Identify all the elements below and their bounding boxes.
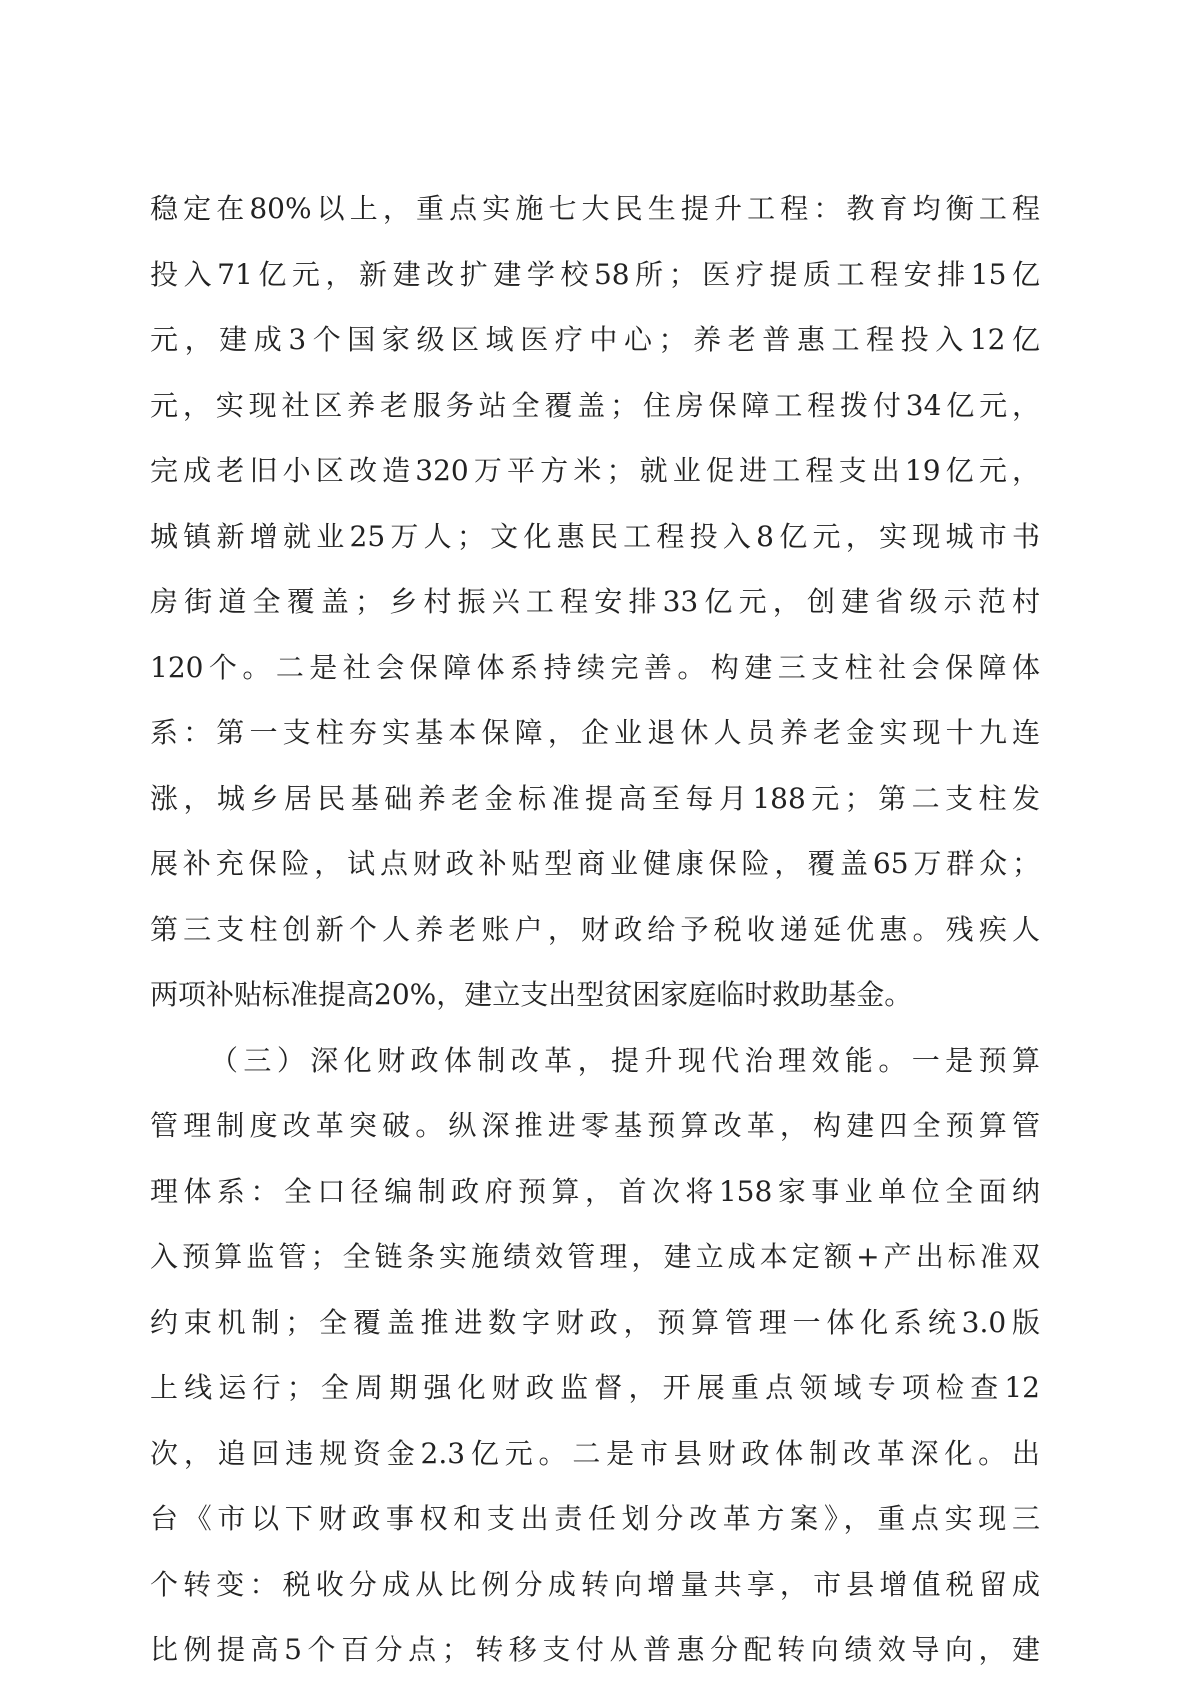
text-line: 稳定在80%以上，重点实施七大民生提升工程：教育均衡工程 — [150, 192, 1040, 225]
text-line: 展补充保险，试点财政补贴型商业健康保险，覆盖65万群众； — [150, 847, 1040, 880]
text-line: 两项补贴标准提高20%，建立支出型贫困家庭临时救助基金。 — [150, 978, 913, 1011]
text-line: 系：第一支柱夯实基本保障，企业退休人员养老金实现十九连 — [150, 716, 1040, 749]
text-line: 投入71亿元，新建改扩建学校58所；医疗提质工程安排15亿 — [150, 257, 1040, 291]
section-heading-line: （三）深化财政体制改革，提升现代治理效能。一是预算 — [210, 1043, 1040, 1077]
text-line: 次，追回违规资金2.3亿元。二是市县财政体制改革深化。出 — [150, 1436, 1040, 1470]
text-line: 理体系：全口径编制政府预算，首次将158家事业单位全面纳 — [150, 1174, 1040, 1208]
text-line: 第三支柱创新个人养老账户，财政给予税收递延优惠。残疾人 — [150, 912, 1040, 946]
body-text — [150, 176, 1040, 1683]
text-line: 元，实现社区养老服务站全覆盖；住房保障工程拨付34亿元， — [150, 388, 1040, 422]
text-line: 120个。二是社会保障体系持续完善。构建三支柱社会保障体 — [150, 650, 1040, 684]
text-line: 涨，城乡居民基础养老金标准提高至每月188元；第二支柱发 — [150, 781, 1040, 815]
text-line: 入预算监管；全链条实施绩效管理，建立成本定额+产出标准双 — [150, 1240, 1040, 1273]
text-line: 上线运行；全周期强化财政监督，开展重点领域专项检查12 — [150, 1371, 1040, 1404]
text-line: 台《市以下财政事权和支出责任划分改革方案》，重点实现三 — [150, 1502, 1040, 1535]
text-line: 城镇新增就业25万人；文化惠民工程投入8亿元，实现城市书 — [150, 519, 1040, 553]
text-line: 完成老旧小区改造320万平方米；就业促进工程支出19亿元， — [150, 454, 1040, 487]
text-line: 房街道全覆盖；乡村振兴工程安排33亿元，创建省级示范村 — [150, 585, 1040, 618]
text-line: 元，建成3个国家级区域医疗中心；养老普惠工程投入12亿 — [150, 323, 1040, 356]
text-line: 管理制度改革突破。纵深推进零基预算改革，构建四全预算管 — [150, 1109, 1040, 1142]
text-line: 个转变：税收分成从比例分成转向增量共享，市县增值税留成 — [150, 1567, 1040, 1601]
text-line: 比例提高5个百分点；转移支付从普惠分配转向绩效导向，建 — [150, 1633, 1040, 1666]
text-line: 约束机制；全覆盖推进数字财政，预算管理一体化系统3.0版 — [150, 1305, 1040, 1339]
